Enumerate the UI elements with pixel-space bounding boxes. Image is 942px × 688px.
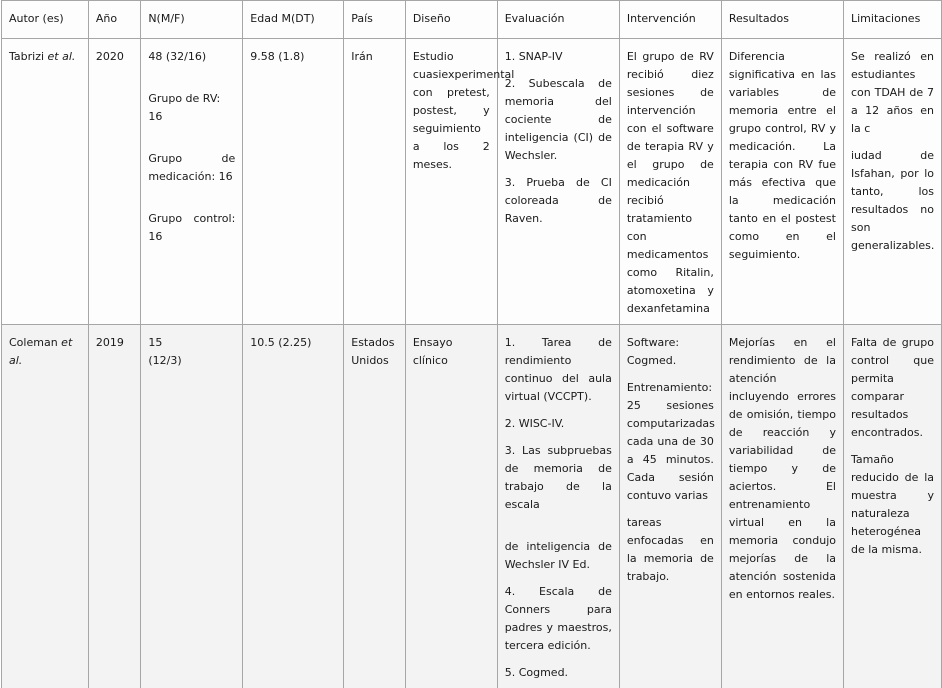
n-total: 48 (32/16): [148, 48, 235, 66]
header-evaluacion: Evaluación: [497, 1, 619, 39]
evaluacion-item: 2. WISC-IV.: [505, 415, 612, 433]
header-diseno: Diseño: [405, 1, 497, 39]
cell-pais: Estados Unidos: [344, 325, 406, 688]
autor-etal: et al.: [48, 50, 76, 63]
limitaciones-item: iudad de Isfahan, por lo tanto, los resultados no son generalizables.: [851, 147, 934, 255]
header-limitaciones: Limitaciones: [843, 1, 941, 39]
header-row: [2, 1, 942, 39]
cell-evaluacion: [497, 39, 619, 325]
limitaciones-item: Se realizó en estudiantes con TDAH de 7 a 12 años en la c: [851, 48, 934, 138]
evaluacion-item: 3. Prueba de CI coloreada de Raven.: [505, 174, 612, 228]
header-edad: Edad M(DT): [243, 1, 344, 39]
limitaciones-item: Tamaño reducido de la muestra y naturaleza heterogénea de la misma.: [851, 451, 934, 559]
n-group: Grupo de medicación: 16: [148, 150, 235, 186]
evaluacion-item: de inteligencia de Wechsler IV Ed.: [505, 538, 612, 574]
studies-table: [1, 0, 942, 688]
cell-anio: 2020: [88, 39, 141, 325]
n-group: Grupo de RV: 16: [148, 90, 235, 126]
cell-pais: Irán: [344, 39, 406, 325]
evaluacion-item: 2. Subescala de memoria del cociente de inteligencia (CI) de Wechsler.: [505, 75, 612, 165]
evaluacion-item: 5. Cogmed.: [505, 664, 612, 682]
header-anio: Año: [88, 1, 141, 39]
evaluacion-item: 4. Escala de Conners para padres y maestros, tercera edición.: [505, 583, 612, 655]
limitaciones-item: Falta de grupo control que permita comparar resultados encontrados.: [851, 334, 934, 442]
n-total: 15: [148, 334, 235, 352]
cell-limitaciones: [843, 39, 941, 325]
cell-limitaciones: [843, 325, 941, 688]
cell-resultados: Mejorías en el rendimiento de la atención incluyendo errores de omisión, tiempo de reacción y variabilidad de tiempo y de aciertos. El entrenamiento virtual en la memoria condujo mejorías de la atención sostenida en entornos reales.: [721, 325, 843, 688]
header-intervencion: Intervención: [619, 1, 721, 39]
cell-autor: [2, 325, 89, 688]
header-pais: País: [344, 1, 406, 39]
cell-autor: [2, 39, 89, 325]
cell-n: [141, 39, 243, 325]
cell-diseno: Ensayo clínico: [405, 325, 497, 688]
evaluacion-item: 1. SNAP-IV: [505, 48, 612, 66]
table-row: [2, 325, 942, 688]
cell-diseno: Estudio cuasiexperimental con pretest, postest, y seguimiento a los 2 meses.: [405, 39, 497, 325]
header-n: N(M/F): [141, 1, 243, 39]
table-row: [2, 39, 942, 325]
cell-edad: 10.5 (2.25): [243, 325, 344, 688]
n-split: (12/3): [148, 352, 235, 370]
intervencion-item: tareas enfocadas en la memoria de trabajo.: [627, 514, 714, 586]
autor-etal: et al.: [9, 336, 72, 367]
autor-name: Tabrizi: [9, 50, 44, 63]
n-group: Grupo control: 16: [148, 210, 235, 246]
cell-edad: 9.58 (1.8): [243, 39, 344, 325]
evaluacion-item: 3. Las subpruebas de memoria de trabajo de la escala: [505, 442, 612, 514]
evaluacion-item: 1. Tarea de rendimiento continuo del aula virtual (VCCPT).: [505, 334, 612, 406]
cell-resultados: Diferencia significativa en las variables de memoria entre el grupo control, RV y medicación. La terapia con RV fue más efectiva que la medicación tanto en el postest como en el seguimiento.: [721, 39, 843, 325]
cell-anio: 2019: [88, 325, 141, 688]
cell-evaluacion: [497, 325, 619, 688]
autor-name: Coleman: [9, 336, 58, 349]
intervencion-item: Software: Cogmed.: [627, 334, 714, 370]
header-resultados: Resultados: [721, 1, 843, 39]
intervencion-item: Entrenamiento: 25 sesiones computarizadas cada una de 30 a 45 minutos. Cada sesión contuvo varias: [627, 379, 714, 505]
header-autor: Autor (es): [2, 1, 89, 39]
cell-intervencion: [619, 325, 721, 688]
cell-n: [141, 325, 243, 688]
cell-intervencion: El grupo de RV recibió diez sesiones de intervención con el software de terapia RV y el grupo de medicación recibió tratamiento con medicamentos como Ritalin, atomoxetina y dexanfetamina: [619, 39, 721, 325]
